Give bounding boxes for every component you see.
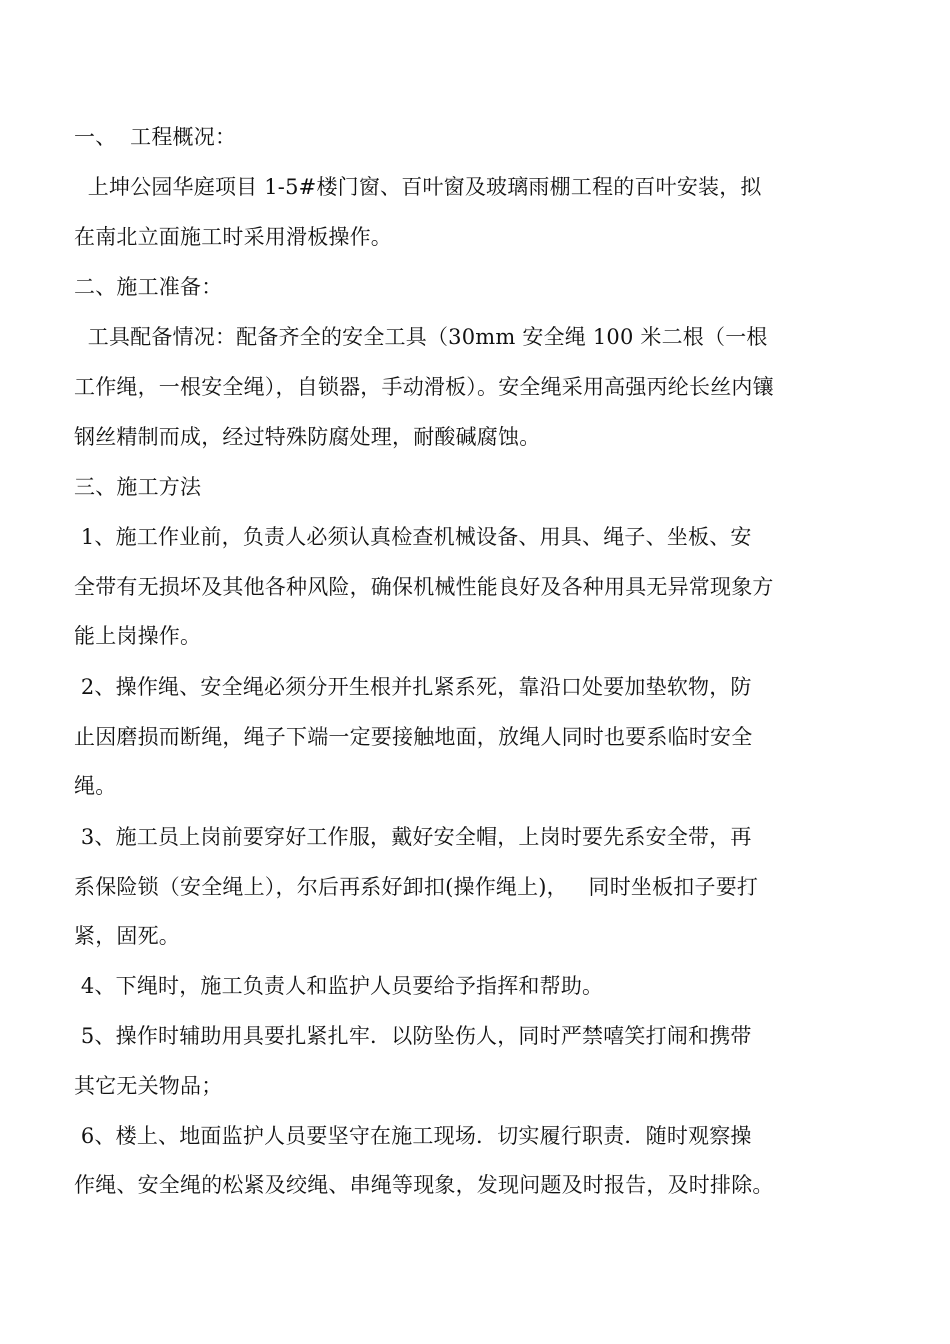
section-heading-preparation: 二、施工准备： <box>74 275 223 299</box>
method-item-3-line-1: 3、施工员上岗前要穿好工作服，戴好安全帽，上岗时要先系安全带，再 <box>74 825 752 849</box>
method-item-1-line-3: 能上岗操作。 <box>74 624 202 648</box>
preparation-text-line-3: 钢丝精制而成，经过特殊防腐处理，耐酸碱腐蚀。 <box>74 425 541 449</box>
preparation-text-line-2: 工作绳，一根安全绳），自锁器，手动滑板）。安全绳采用高强丙纶长丝内镶 <box>74 375 774 399</box>
method-item-4-line-1: 4、下绳时，施工负责人和监护人员要给予指挥和帮助。 <box>74 974 604 998</box>
section-heading-overview: 一、 工程概况： <box>74 125 237 149</box>
method-item-6-line-1: 6、楼上、地面监护人员要坚守在施工现场．切实履行职责．随时观察操 <box>74 1124 752 1148</box>
method-item-1-line-1: 1、施工作业前，负责人必须认真检查机械设备、用具、绳子、坐板、安 <box>74 525 752 549</box>
method-item-1-line-2: 全带有无损坏及其他各种风险，确保机械性能良好及各种用具无异常现象方 <box>74 575 774 599</box>
method-item-6-line-2: 作绳、安全绳的松紧及绞绳、串绳等现象，发现问题及时报告，及时排除。 <box>74 1173 774 1197</box>
section-heading-method: 三、施工方法 <box>74 475 202 499</box>
method-item-5-line-1: 5、操作时辅助用具要扎紧扎牢．以防坠伤人，同时严禁嘻笑打闹和携带 <box>74 1024 752 1048</box>
overview-text-line-2: 在南北立面施工时采用滑板操作。 <box>74 225 392 249</box>
method-item-2-line-3: 绳。 <box>74 774 117 798</box>
method-item-3-line-3: 紧，固死。 <box>74 924 180 948</box>
method-item-3-line-2: 系保险锁（安全绳上），尔后再系好卸扣(操作绳上)， 同时坐板扣子要打 <box>74 875 759 899</box>
method-item-2-line-1: 2、操作绳、安全绳必须分开生根并扎紧系死，靠沿口处要加垫软物，防 <box>74 675 752 699</box>
overview-text-line-1: 上坤公园华庭项目 1-5#楼门窗、百叶窗及玻璃雨棚工程的百叶安装，拟 <box>74 175 762 199</box>
preparation-text-line-1: 工具配备情况：配备齐全的安全工具（30mm 安全绳 100 米二根（一根 <box>74 325 768 349</box>
method-item-5-line-2: 其它无关物品； <box>74 1074 223 1098</box>
method-item-2-line-2: 止因磨损而断绳，绳子下端一定要接触地面，放绳人同时也要系临时安全 <box>74 725 753 749</box>
